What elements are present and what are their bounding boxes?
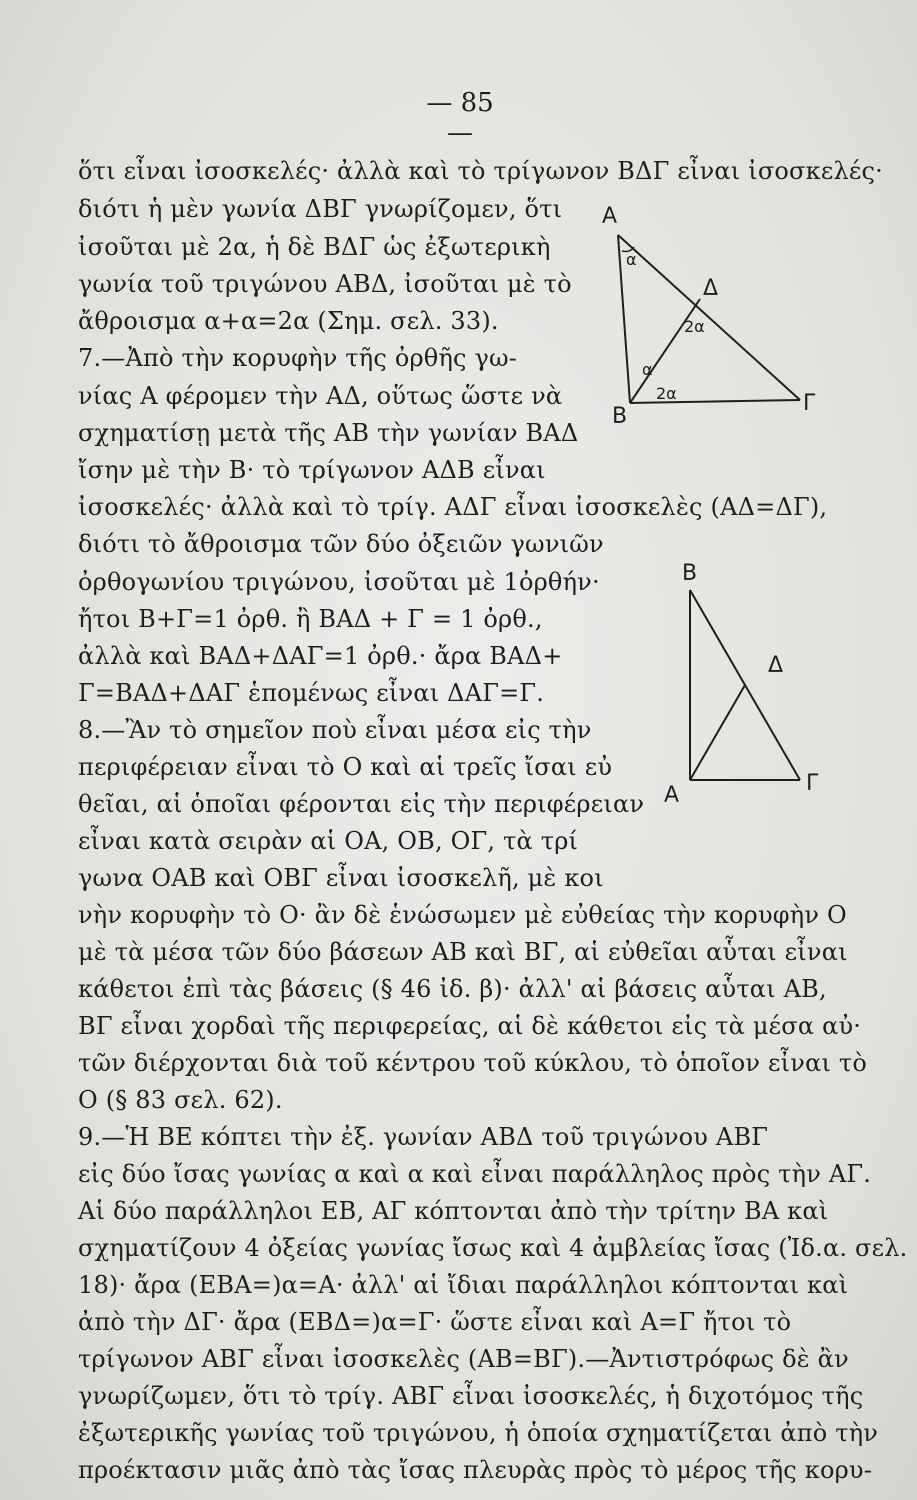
text-line: 9.—Ἡ ΒΕ κόπτει τὴν ἐξ. γωνίαν ΑΒΔ τοῦ τριγώνου ΑΒΓ — [78, 1123, 769, 1151]
text-line: Ο (§ 83 σελ. 62). — [78, 1086, 283, 1114]
text-line: ἴσην μὲ τὴν Β· τὸ τρίγωνον ΑΔΒ εἶναι — [78, 456, 546, 484]
text-line: τῶν διέρχονται διὰ τοῦ κέντρου τοῦ κύκλου, τὸ ὁποῖον εἶναι τὸ — [78, 1049, 868, 1077]
text-line: τρίγωνον ΑΒΓ εἶναι ἰσοσκελὲς (ΑΒ=ΒΓ).—Ἀντιστρόφως δὲ ἂν — [78, 1345, 849, 1373]
text-line: 18)· ἄρα (ΕΒΑ=)α=Α· ἀλλ' αἱ ἴδιαι παράλληλοι κόπτονται καὶ — [78, 1271, 849, 1299]
text-line: Αἱ δύο παράλληλοι ΕΒ, ΑΓ κόπτονται ἀπὸ τὴν τρίτην ΒΑ καὶ — [78, 1197, 829, 1225]
text-line: ἄθροισμα α+α=2α (Σημ. σελ. 33). — [78, 307, 499, 335]
triangle-figure-2 — [664, 540, 900, 810]
text-line: εἰς δύο ἴσας γωνίας α καὶ α καὶ εἶναι παράλληλος πρὸς τὴν ΑΓ. — [78, 1160, 872, 1188]
text-line: κάθετοι ἐπὶ τὰς βάσεις (§ 46 ἰδ. β)· ἀλλ' αἱ βάσεις αὗται ΑΒ, — [78, 975, 827, 1003]
text-line: προέκτασιν μιᾶς ἀπὸ τὰς ἴσας πλευρὰς πρὸς τὸ μέρος τῆς κορυ- — [78, 1456, 873, 1484]
text-line: θεῖαι, αἱ ὁποῖαι φέρονται εἰς τὴν περιφέρειαν — [78, 790, 645, 818]
text-line: ἰσοῦται μὲ 2α, ἡ δὲ ΒΔΓ ὡς ἐξωτερικὴ — [78, 233, 551, 261]
label-b: Β — [682, 561, 698, 586]
angle-alpha-a: α — [626, 250, 637, 269]
label-d: Δ — [703, 276, 719, 301]
text-line: ἀπὸ τὴν ΔΓ· ἄρα (ΕΒΔ=)α=Γ· ὥστε εἶναι καὶ Α=Γ ἤτοι τὸ — [78, 1308, 792, 1336]
text-line: σχηματίσῃ μετὰ τῆς ΑΒ τὴν γωνίαν ΒΑΔ — [78, 419, 579, 447]
text-line: νίας Α φέρομεν τὴν ΑΔ, οὕτως ὥστε νὰ — [78, 382, 563, 410]
text-line: ἰσοσκελές· ἀλλὰ καὶ τὸ τρίγ. ΑΔΓ εἶναι ἰσοσκελὲς (ΑΔ=ΔΓ), — [78, 493, 828, 521]
text-line: 7.—Ἀπὸ τὴν κορυφὴν τῆς ὀρθῆς γω- — [78, 344, 518, 372]
label-a: Α — [602, 204, 618, 229]
label-g: Γ — [806, 771, 819, 796]
label-a: Α — [664, 783, 680, 808]
triangle-figure-1 — [600, 195, 830, 429]
text-line: ΒΓ εἶναι χορδαὶ τῆς περιφερείας, αἱ δὲ κάθετοι εἰς τὰ μέσα αὐ· — [78, 1012, 862, 1040]
text-line: Γ=ΒΑΔ+ΔΑΓ ἑπομένως εἶναι ΔΑΓ=Γ. — [78, 679, 545, 707]
text-line: περιφέρειαν εἶναι τὸ Ο καὶ αἱ τρεῖς ἴσαι εὐ — [78, 753, 613, 781]
text-line: σχηματίζουν 4 ὀξείας γωνίας ἴσως καὶ 4 ἀμβλείας ἴσας (Ἰδ.α. σελ. — [78, 1234, 908, 1262]
angle-2alpha-b-lower: 2α — [656, 384, 677, 403]
text-line: ἐξωτερικῆς γωνίας τοῦ τριγώνου, ἡ ὁποία σχηματίζεται ἀπὸ τὴν — [78, 1419, 879, 1447]
label-d: Δ — [768, 653, 784, 678]
triangle-diagram-1 — [600, 195, 830, 429]
text-line: διότι τὸ ἄθροισμα τῶν δύο ὀξειῶν γωνιῶν — [78, 530, 604, 558]
segment-ad — [690, 685, 745, 780]
text-line: γωνα ΟΑΒ καὶ ΟΒΓ εἶναι ἰσοσκελῆ, μὲ κοι — [78, 864, 604, 892]
text-line: διότι ἡ μὲν γωνία ΔΒΓ γνωρίζομεν, ὅτι — [78, 195, 563, 223]
text-line: ἤτοι Β+Γ=1 ὀρθ. ἢ ΒΑΔ + Γ = 1 ὀρθ., — [78, 605, 543, 633]
text-line: μὲ τὰ μέσα τῶν δύο βάσεων ΑΒ καὶ ΒΓ, αἱ εὐθεῖαι αὗται εἶναι — [78, 938, 848, 966]
text-line: 8.—Ἂν τὸ σημεῖον ποὺ εἶναι μέσα εἰς τὴν — [78, 716, 592, 744]
text-line: ὅτι εἶναι ἰσοσκελές· ἀλλὰ καὶ τὸ τρίγωνον ΒΔΓ εἶναι ἰσοσκελές· — [78, 157, 883, 185]
angle-alpha-b-upper: α — [642, 360, 653, 379]
text-line: γνωρίζωμεν, ὅτι τὸ τρίγ. ΑΒΓ εἶναι ἰσοσκελές, ἡ διχοτόμος τῆς — [78, 1382, 864, 1410]
triangle-diagram-2 — [664, 540, 900, 810]
text-line: εἶναι κατὰ σειρὰν αἱ ΟΑ, ΟΒ, ΟΓ, τὰ τρί — [78, 827, 579, 855]
label-g: Γ — [803, 391, 816, 416]
text-line: νὴν κορυφὴν τὸ Ο· ἂν δὲ ἑνώσωμεν μὲ εὐθείας τὴν κορυφὴν Ο — [78, 901, 847, 929]
angle-2alpha-d: 2α — [684, 317, 705, 336]
text-line: ὀρθογωνίου τριγώνου, ἰσοῦται μὲ 1ὀρθήν· — [78, 568, 600, 596]
text-line: γωνία τοῦ τριγώνου ΑΒΔ, ἰσοῦται μὲ τὸ — [78, 270, 572, 298]
text-line: ἀλλὰ καὶ ΒΑΔ+ΔΑΓ=1 ὀρθ.· ἄρα ΒΑΔ+ — [78, 642, 563, 670]
label-b: Β — [612, 404, 628, 429]
page-number: — 85 — — [426, 88, 494, 148]
